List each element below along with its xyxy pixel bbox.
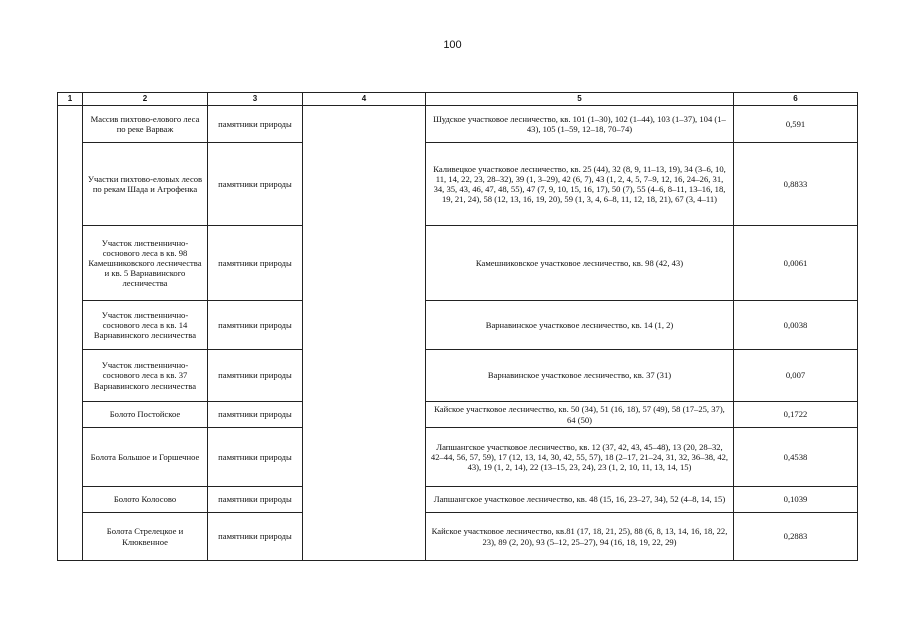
- object-location: Каливецкое участковое лесничество, кв. 25 (44), 32 (8, 9, 11–13, 19), 34 (3–6, 10, 11, 14, 22, 23, 28–32), 39 (1, 3–29), 42 (6, 7), 43 (1, 2, 4, 5, 7–9, 12, 16, 24–26, 31, 34, 35, 43, 46, 47, 48, 55), 47 (7, 9, 10, 15, 16, 17), 50 (7), 55 (4–6, 8–11, 13–16, 18, 19, 21, 24), 58 (12, 13, 16, 19, 20), 59 (1, 3, 4, 6–8, 11, 12, 18, 21), 67 (3, 4–11): [426, 143, 734, 226]
- object-area: 0,1722: [734, 402, 858, 428]
- object-name: Участки пихтово-еловых лесов по рекам Шада и Агрофенка: [83, 143, 208, 226]
- column-4-cell: [303, 106, 426, 561]
- object-name: Участок лиственнично-соснового леса в кв. 14 Варнавинского лесничества: [83, 301, 208, 350]
- column-header-1: 1: [58, 93, 83, 106]
- column-header-6: 6: [734, 93, 858, 106]
- header-row: [58, 93, 858, 106]
- page-number: 100: [443, 39, 462, 51]
- column-header-3: 3: [208, 93, 303, 106]
- object-category: памятники природы: [208, 350, 303, 402]
- protected-areas-table: [57, 92, 858, 561]
- object-location: Кайское участковое лесничество, кв.81 (17, 18, 21, 25), 88 (6, 8, 13, 14, 16, 18, 22, 23), 89 (2, 20), 93 (5–12, 25–27), 94 (16, 18, 19, 22, 29): [426, 513, 734, 561]
- object-category: памятники природы: [208, 106, 303, 143]
- object-category: памятники природы: [208, 513, 303, 561]
- table-row: [58, 106, 858, 143]
- object-category: памятники природы: [208, 301, 303, 350]
- object-area: 0,8833: [734, 143, 858, 226]
- object-location: Шудское участковое лесничество, кв. 101 (1–30), 102 (1–44), 103 (1–37), 104 (1–43), 105 (1–59, 12–18, 70–74): [426, 106, 734, 143]
- object-location: Варнавинское участковое лесничество, кв. 37 (31): [426, 350, 734, 402]
- object-name: Болота Большое и Горшечное: [83, 428, 208, 487]
- table-row: [58, 402, 858, 428]
- object-category: памятники природы: [208, 143, 303, 226]
- object-name: Массив пихтово-елового леса по реке Варваж: [83, 106, 208, 143]
- column-header-2: 2: [83, 93, 208, 106]
- column-header-4: 4: [303, 93, 426, 106]
- table-row: [58, 428, 858, 487]
- table-row: [58, 301, 858, 350]
- object-category: памятники природы: [208, 402, 303, 428]
- object-name: Участок лиственнично-соснового леса в кв. 37 Варнавинского лесничества: [83, 350, 208, 402]
- table-row: [58, 487, 858, 513]
- object-category: памятники природы: [208, 487, 303, 513]
- object-location: Камешниковское участковое лесничество, кв. 98 (42, 43): [426, 226, 734, 301]
- column-header-5: 5: [426, 93, 734, 106]
- object-area: 0,0061: [734, 226, 858, 301]
- object-name: Участок лиственнично-соснового леса в кв. 98 Камешниковского лесничества и кв. 5 Варнавинского лесничества: [83, 226, 208, 301]
- object-location: Лапшангское участковое лесничество, кв. 12 (37, 42, 43, 45–48), 13 (20, 28–32, 42–44, 56, 57, 59), 17 (12, 13, 14, 30, 42, 55, 57), 18 (2–17, 21–24, 31, 32, 36–38, 42, 43), 19 (1, 2, 14), 22 (13–15, 23, 24), 23 (1, 2, 10, 11, 13, 14, 15): [426, 428, 734, 487]
- column-1-cell: [58, 106, 83, 561]
- object-location: Лапшангское участковое лесничество, кв. 48 (15, 16, 23–27, 34), 52 (4–8, 14, 15): [426, 487, 734, 513]
- object-name: Болото Колосово: [83, 487, 208, 513]
- object-category: памятники природы: [208, 428, 303, 487]
- table-row: [58, 143, 858, 226]
- object-name: Болото Постойское: [83, 402, 208, 428]
- table-row: [58, 226, 858, 301]
- object-area: 0,4538: [734, 428, 858, 487]
- object-area: 0,0038: [734, 301, 858, 350]
- table-row: [58, 513, 858, 561]
- object-category: памятники природы: [208, 226, 303, 301]
- object-area: 0,007: [734, 350, 858, 402]
- object-area: 0,591: [734, 106, 858, 143]
- object-name: Болота Стрелецкое и Клюквенное: [83, 513, 208, 561]
- table-row: [58, 350, 858, 402]
- object-location: Варнавинское участковое лесничество, кв. 14 (1, 2): [426, 301, 734, 350]
- object-area: 0,1039: [734, 487, 858, 513]
- object-area: 0,2883: [734, 513, 858, 561]
- object-location: Кайское участковое лесничество, кв. 50 (34), 51 (16, 18), 57 (49), 58 (17–25, 37), 64 (50): [426, 402, 734, 428]
